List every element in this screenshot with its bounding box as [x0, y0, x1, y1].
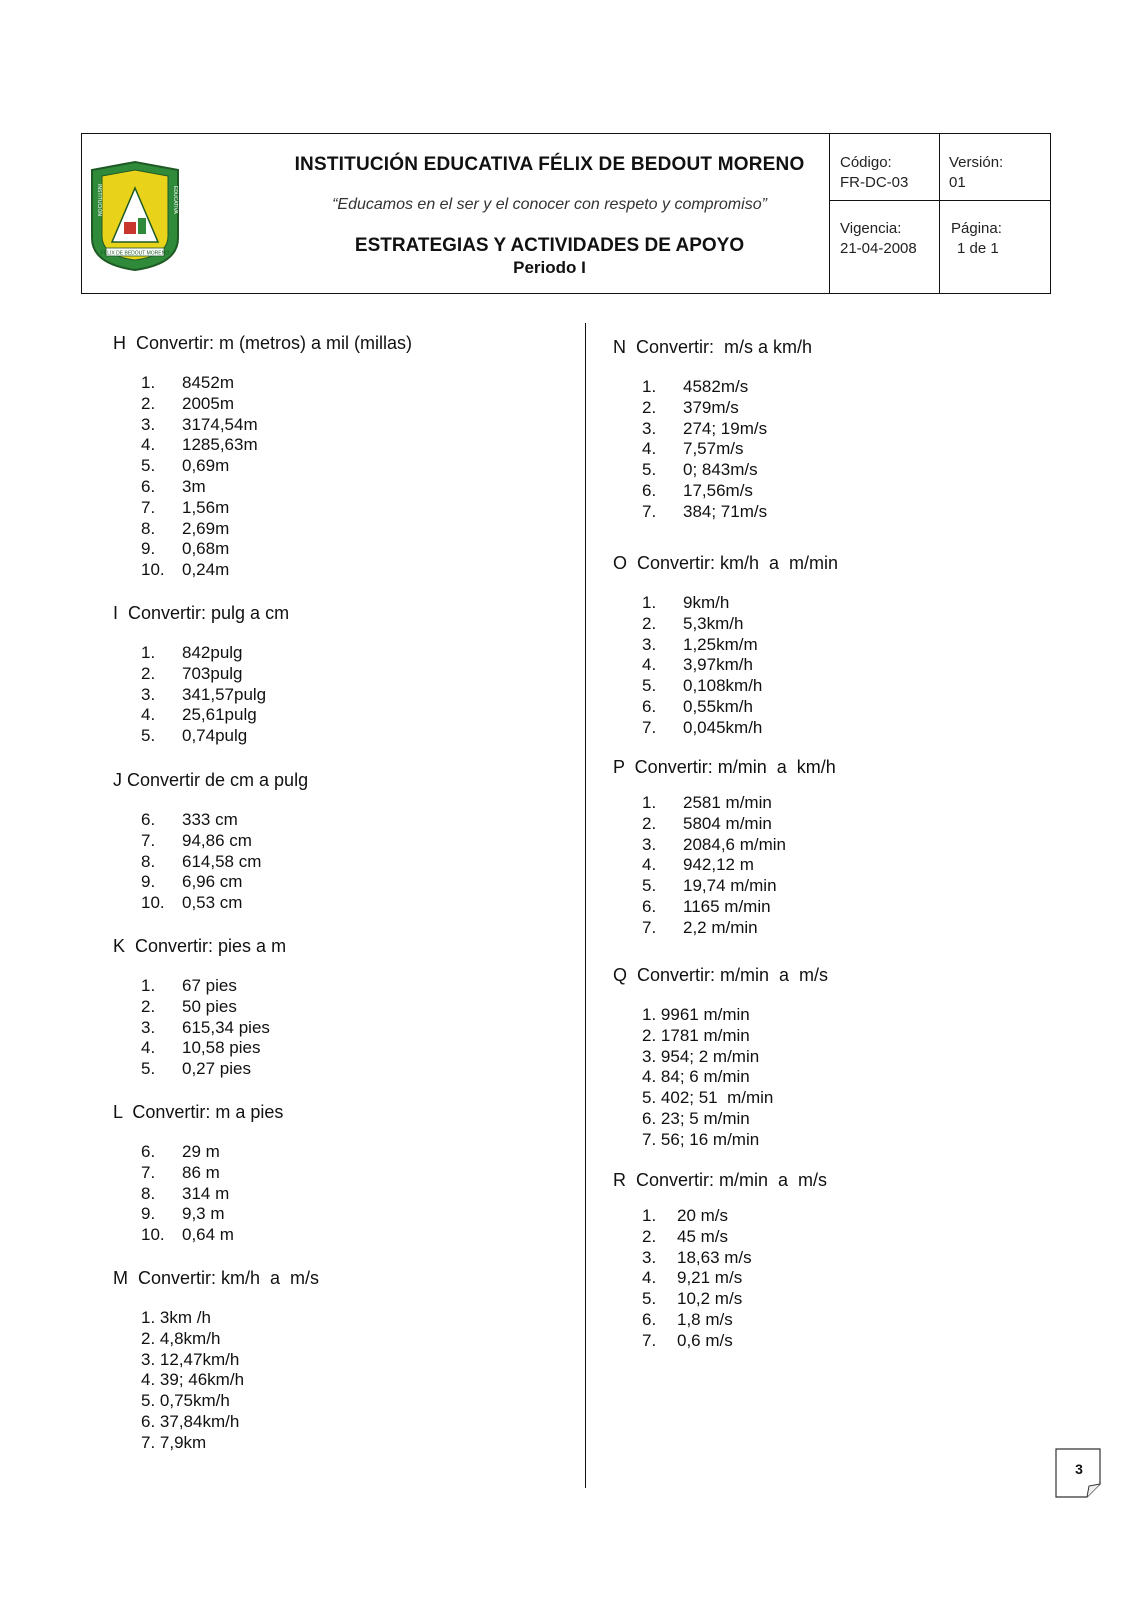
list-item: 6. 23; 5 m/min: [642, 1108, 750, 1128]
header-title-block: [192, 134, 907, 293]
exercise-list: [113, 976, 286, 1080]
codigo-cell: [840, 153, 908, 193]
list-item: 8. 314 m: [141, 1183, 230, 1203]
list-item: 6. 3m: [141, 476, 206, 496]
list-item: 5. 0,69m: [141, 456, 230, 476]
logo-right-text: EDUCATIVA: [172, 186, 178, 214]
exercise-list: [613, 593, 838, 739]
document-header: [81, 133, 1051, 294]
list-item: 10. 0,24m: [141, 560, 230, 580]
list-item: 5. 402; 51 m/min: [642, 1088, 774, 1108]
list-item: 2. 5,3km/h: [642, 613, 744, 633]
list-item: 10. 0,53 cm: [141, 893, 243, 913]
list-item: 9. 9,3 m: [141, 1204, 225, 1224]
header-divider: [829, 134, 830, 293]
section-title: Q Convertir: m/min a m/s: [613, 965, 829, 985]
list-item: 1. 67 pies: [141, 976, 237, 995]
section-l: [113, 1102, 283, 1246]
section-title: K Convertir: pies a m: [113, 936, 287, 956]
list-item: 6. 1,8 m/s: [642, 1309, 733, 1329]
section-k: [113, 936, 286, 1080]
exercise-list: [113, 1308, 319, 1454]
list-item: 1. 8452m: [141, 373, 234, 392]
section-title: H Convertir: m (metros) a mil (millas): [113, 333, 413, 353]
codigo-label: Código:: [840, 154, 892, 171]
list-item: 1. 4582m/s: [642, 377, 749, 396]
list-item: 4. 3,97km/h: [642, 655, 753, 675]
list-item: 2. 5804 m/min: [642, 813, 772, 833]
list-item: 5. 0,108km/h: [642, 676, 763, 696]
list-item: 3. 954; 2 m/min: [642, 1046, 760, 1066]
pagina-label: Página:: [951, 220, 1002, 237]
list-item: 4. 942,12 m: [642, 855, 754, 875]
list-item: 3. 341,57pulg: [141, 684, 267, 704]
list-item: 5. 10,2 m/s: [642, 1289, 743, 1309]
pagina-cell: [951, 219, 1002, 259]
list-item: 1. 3km /h: [141, 1308, 211, 1327]
section-h: [113, 333, 412, 581]
list-item: 6. 29 m: [141, 1142, 220, 1161]
list-item: 4. 10,58 pies: [141, 1038, 261, 1058]
section-title: R Convertir: m/min a m/s: [613, 1170, 828, 1190]
list-item: 7. 0,045km/h: [642, 717, 763, 737]
list-item: 6. 17,56m/s: [642, 480, 753, 500]
document-period: Periodo I: [513, 258, 586, 277]
vigencia-cell: [840, 219, 917, 259]
exercise-list: [613, 1005, 828, 1151]
exercise-list: [113, 810, 308, 914]
list-item: 2. 1781 m/min: [642, 1025, 750, 1045]
list-item: 10. 0,64 m: [141, 1225, 234, 1245]
list-item: 4. 39; 46km/h: [141, 1370, 245, 1390]
section-o: [613, 553, 838, 739]
column-divider: [585, 323, 586, 1488]
vigencia-label: Vigencia:: [840, 220, 902, 237]
institution-motto: “Educamos en el ser y el conocer con respeto y compromiso”: [332, 196, 767, 213]
list-item: 2. 4,8km/h: [141, 1328, 221, 1348]
list-item: 6. 37,84km/h: [141, 1411, 240, 1431]
list-item: 4. 9,21 m/s: [642, 1268, 743, 1288]
section-title: N Convertir: m/s a km/h: [613, 337, 813, 357]
document-title: ESTRATEGIAS Y ACTIVIDADES DE APOYO: [354, 235, 745, 256]
list-item: 2. 45 m/s: [642, 1226, 729, 1246]
list-item: 3. 18,63 m/s: [642, 1247, 752, 1267]
exercise-list: [113, 643, 289, 747]
section-q: [613, 965, 828, 1151]
list-item: 1. 9km/h: [642, 593, 730, 612]
version-cell: [949, 153, 1003, 193]
list-item: 2. 703pulg: [141, 663, 243, 683]
list-item: 6. 1165 m/min: [642, 896, 771, 916]
list-item: 5. 0; 843m/s: [642, 460, 758, 480]
institution-name: INSTITUCIÓN EDUCATIVA FÉLIX DE BEDOUT MORENO: [294, 154, 805, 175]
exercise-list: [613, 377, 812, 523]
list-item: 7. 0,6 m/s: [642, 1330, 733, 1350]
section-title: L Convertir: m a pies: [113, 1102, 284, 1122]
list-item: 1. 2581 m/min: [642, 793, 772, 812]
list-item: 4. 7,57m/s: [642, 439, 744, 459]
codigo-value: FR-DC-03: [840, 174, 909, 191]
list-item: 8. 614,58 cm: [141, 851, 262, 871]
list-item: 5. 0,27 pies: [141, 1059, 251, 1079]
header-divider: [939, 134, 940, 293]
exercise-list: [613, 793, 836, 939]
section-title: P Convertir: m/min a km/h: [613, 757, 836, 777]
page-number-badge: [1055, 1448, 1101, 1498]
list-item: 3. 1,25km/m: [642, 634, 758, 654]
list-item: 4. 1285,63m: [141, 435, 258, 455]
logo-bottom-text: FÉLIX DE BEDOUT MORENO: [100, 250, 170, 257]
section-title: M Convertir: km/h a m/s: [113, 1268, 320, 1288]
list-item: 8. 2,69m: [141, 518, 230, 538]
list-item: 3. 2084,6 m/min: [642, 834, 786, 854]
pagina-value: 1 de 1: [957, 240, 999, 257]
list-item: 1. 842pulg: [141, 643, 243, 662]
list-item: 7. 7,9km: [141, 1432, 207, 1452]
list-item: 3. 3174,54m: [141, 414, 258, 434]
list-item: 7. 86 m: [141, 1162, 220, 1182]
version-label: Versión:: [949, 154, 1004, 171]
exercise-list: [113, 373, 412, 581]
list-item: 7. 56; 16 m/min: [642, 1129, 760, 1149]
section-p: [613, 757, 836, 939]
list-item: 6. 333 cm: [141, 810, 238, 829]
list-item: 5. 0,74pulg: [141, 726, 248, 746]
list-item: 2. 50 pies: [141, 996, 237, 1016]
logo-left-text: INSTITUCIÓN: [96, 184, 102, 216]
section-i: [113, 603, 289, 747]
list-item: 9. 0,68m: [141, 539, 230, 559]
section-r: [613, 1170, 827, 1352]
exercise-list: [613, 1206, 827, 1352]
list-item: 3. 274; 19m/s: [642, 418, 768, 438]
list-item: 7. 384; 71m/s: [642, 501, 768, 521]
list-item: 6. 0,55km/h: [642, 696, 753, 716]
list-item: 9. 6,96 cm: [141, 872, 243, 892]
section-title: I Convertir: pulg a cm: [113, 603, 290, 623]
list-item: 7. 94,86 cm: [141, 830, 252, 850]
list-item: 4. 25,61pulg: [141, 705, 257, 725]
section-title: O Convertir: km/h a m/min: [613, 553, 839, 573]
section-m: [113, 1268, 319, 1454]
list-item: 2. 379m/s: [642, 397, 739, 417]
section-n: [613, 337, 812, 523]
list-item: 1. 20 m/s: [642, 1206, 729, 1225]
version-value: 01: [949, 174, 966, 191]
list-item: 3. 615,34 pies: [141, 1017, 270, 1037]
list-item: 5. 0,75km/h: [141, 1391, 230, 1411]
vigencia-value: 21-04-2008: [840, 240, 917, 257]
list-item: 1. 9961 m/min: [642, 1005, 750, 1024]
school-shield-logo: [88, 160, 183, 272]
header-divider: [829, 200, 1051, 201]
list-item: 2. 2005m: [141, 393, 234, 413]
list-item: 5. 19,74 m/min: [642, 876, 777, 896]
list-item: 7. 1,56m: [141, 497, 230, 517]
section-title: J Convertir de cm a pulg: [113, 770, 309, 790]
list-item: 3. 12,47km/h: [141, 1349, 240, 1369]
page-number: 3: [1075, 1461, 1083, 1477]
list-item: 7. 2,2 m/min: [642, 917, 758, 937]
exercise-list: [113, 1142, 283, 1246]
section-j: [113, 770, 308, 914]
list-item: 4. 84; 6 m/min: [642, 1067, 750, 1087]
